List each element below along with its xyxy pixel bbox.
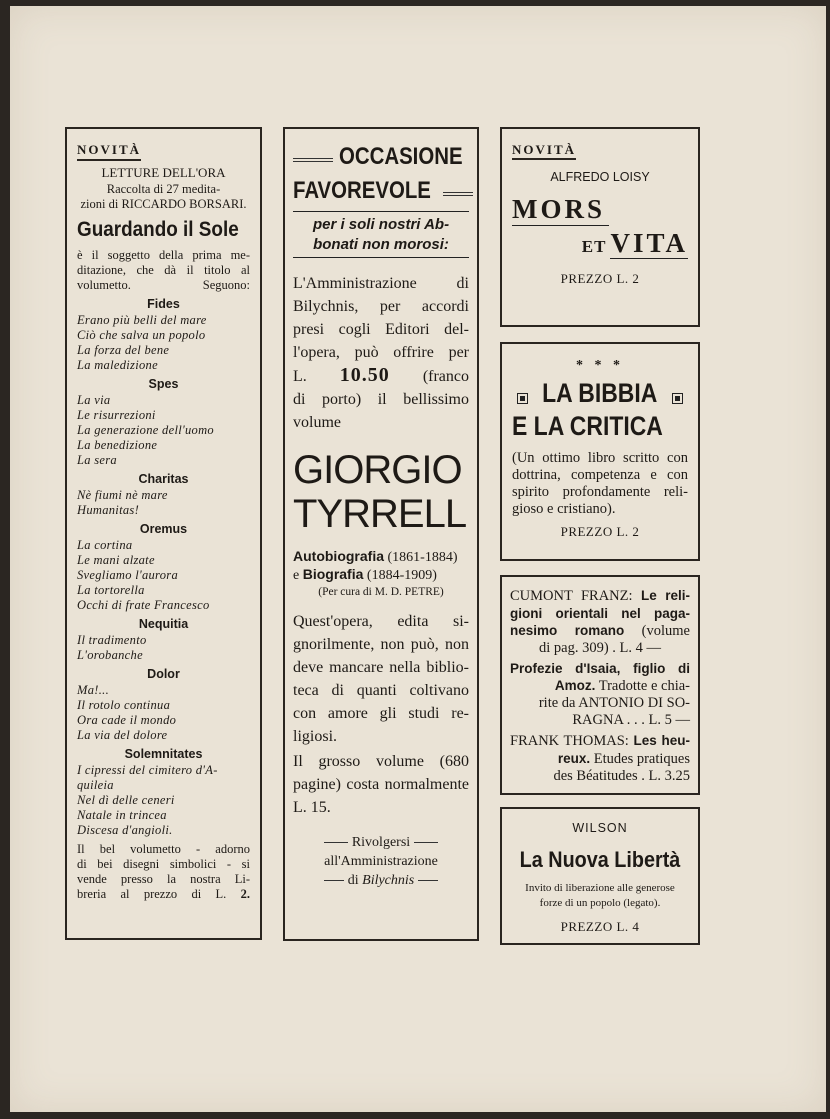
price: PREZZO L. 2	[560, 271, 640, 286]
subhead-1: per i soli nostri Ab-	[312, 216, 450, 233]
ad-occasione-favorevole	[283, 127, 479, 941]
section-item: La benedizione	[77, 438, 158, 452]
section-item: Natale in trincea	[77, 808, 167, 822]
book-title: Guardando il Sole	[77, 218, 239, 241]
big-title-2: TYRRELL	[293, 492, 467, 536]
description-line: spirito profondamente reli-	[512, 484, 688, 500]
intro-line-2: zioni di RICCARDO BORSARI.	[80, 197, 247, 211]
closing-line: vende presso la nostra Li-	[77, 872, 250, 886]
section-heading: Spes	[148, 377, 179, 391]
body-line: presi cogli Editori del-	[293, 321, 469, 338]
title-line-1: LA BIBBIA	[512, 378, 688, 409]
description-line: (Un ottimo libro scritto con	[512, 450, 688, 466]
body-line: deve mancare nella biblio-	[293, 659, 469, 676]
body-line: Bilychnis, per accordi	[293, 298, 469, 315]
series-title: LETTURE DELL'ORA	[101, 165, 226, 180]
section-item: Il tradimento	[77, 633, 147, 647]
body-line: l'opera, può offrire per	[293, 344, 469, 361]
section-item: Le mani alzate	[77, 553, 155, 567]
section-item: La via del dolore	[77, 728, 168, 742]
section-item: Occhi di frate Francesco	[77, 598, 210, 612]
price: PREZZO L. 4	[560, 919, 640, 934]
section-item: Le risurrezioni	[77, 408, 156, 422]
intro-line-1: Raccolta di 27 medita-	[106, 182, 221, 196]
description-line: dottrina, competenza e con	[512, 467, 688, 483]
bio-line-2: e Biografia (1884-1909)	[293, 566, 437, 583]
novita-badge: NOVITÀ	[77, 142, 141, 161]
section-item: Discesa d'angioli.	[77, 823, 173, 837]
section-heading: Dolor	[147, 667, 180, 681]
description-line: forze di un popolo (legato).	[539, 897, 661, 909]
ad-la-bibbia	[500, 342, 700, 561]
description-line: ditazione, che dà il titolo al	[77, 263, 250, 277]
section-item: La tortorella	[77, 583, 145, 597]
title-et-vita: ET VITA	[581, 228, 688, 258]
section-item: Nel dì delle ceneri	[77, 793, 175, 807]
author: WILSON	[572, 821, 628, 835]
description-line: Invito di liberazione alle generose	[525, 882, 675, 894]
closing-line: di bei disegni simbolici - si	[77, 857, 250, 871]
section-item: L'orobanche	[77, 648, 143, 662]
section-item: La forza del bene	[77, 343, 170, 357]
closing-text-end: breria al prezzo di L.	[77, 887, 227, 901]
novita-badge: NOVITÀ	[512, 142, 576, 160]
description	[510, 881, 690, 911]
section-item: Ciò che salva un popolo	[77, 328, 206, 342]
section-item: Ora cade il mondo	[77, 713, 177, 727]
body-text-2	[293, 388, 469, 434]
body-line: Quest'opera, edita si-	[293, 613, 469, 630]
body-line: L'Amministrazione di	[293, 275, 469, 292]
description-line: gioso e cristiano).	[512, 501, 616, 517]
body-line: volume	[293, 414, 341, 431]
section-heading: Fides	[147, 297, 180, 311]
headline-2: FAVOREVOLE	[293, 177, 469, 205]
body-line: teca di quanti coltivano	[293, 682, 469, 699]
title-mors: MORS	[512, 194, 609, 226]
headline-1: OCCASIONE	[293, 143, 469, 171]
description	[512, 450, 688, 518]
description-line: volumetto. Seguono:	[77, 278, 250, 292]
ad-mors-et-vita	[500, 127, 700, 327]
ad-book-list	[500, 575, 700, 795]
entry-cumont: CUMONT FRANZ: Le reli- gioni orientali nel paga- nesimo romano (volume di pag. 309) . L. 4 —	[510, 588, 690, 656]
description-line: è il soggetto della prima me-	[77, 248, 250, 262]
footer-contact: Rivolgersi all'Amministrazione di Bilychnis	[324, 835, 438, 888]
section-list	[77, 297, 250, 838]
body-line: L. 15.	[293, 799, 331, 816]
body-text-4	[293, 750, 469, 819]
ornament-icon	[517, 393, 528, 404]
section-heading: Nequitia	[138, 617, 189, 631]
section-item: La via	[77, 393, 111, 407]
section-item: La cortina	[77, 538, 133, 552]
entry-thomas: FRANK THOMAS: Les heu- reux. Etudes pratiques des Béatitudes . L. 3.25	[510, 733, 690, 784]
closing-line	[77, 887, 250, 902]
section-item: La sera	[77, 453, 117, 467]
body-line: di porto) il bellissimo	[293, 391, 469, 408]
price-line: L. 10.50 (franco	[293, 364, 469, 386]
ad-letture-dell-ora	[65, 127, 262, 940]
body-line: gnorilmente, non può, non	[293, 636, 469, 653]
section-item: quileia	[77, 778, 114, 792]
page	[10, 6, 826, 1112]
ornament-icon	[672, 393, 683, 404]
curator: (Per cura di M. D. PETRE)	[318, 586, 444, 598]
section-item: La maledizione	[77, 358, 158, 372]
big-title-1: GIORGIO	[293, 448, 462, 492]
body-line: pagine) costa normalmente	[293, 776, 469, 793]
title-line-2: E LA CRITICA	[512, 411, 663, 441]
section-heading: Oremus	[139, 522, 188, 536]
bio-line-1: Autobiografia (1861-1884)	[293, 548, 458, 565]
closing-text	[77, 842, 250, 902]
section-item: I cipressi del cimitero d'A-	[77, 763, 218, 777]
body-line: Il grosso volume (680	[293, 753, 469, 770]
closing-line: Il bel volumetto - adorno	[77, 842, 250, 856]
body-line: ligiosi.	[293, 728, 338, 745]
section-heading: Charitas	[138, 472, 189, 486]
section-item: Nè fiumi nè mare	[77, 488, 168, 502]
section-item: La generazione dell'uomo	[77, 423, 214, 437]
subhead-2: bonati non morosi:	[313, 236, 449, 253]
section-item: Humanitas!	[77, 503, 140, 517]
entry-isaia: Profezie d'Isaia, figlio di Amoz. Tradotte e chia- rite da ANTONIO DI SO- RAGNA . . . L. 5 —	[510, 661, 690, 728]
book-title: La Nuova Libertà	[519, 847, 681, 872]
body-text-3	[293, 610, 469, 748]
author: ALFREDO LOISY	[550, 170, 650, 184]
section-item: Ma!...	[77, 683, 110, 697]
description	[77, 248, 250, 293]
section-heading: Solemnitates	[124, 747, 203, 761]
stars: * * *	[576, 358, 624, 373]
section-item: Svegliamo l'aurora	[77, 568, 179, 582]
section-item: Erano più belli del mare	[77, 313, 207, 327]
ad-nuova-liberta	[500, 807, 700, 945]
section-item: Il rotolo continua	[77, 698, 171, 712]
body-text-1	[293, 272, 469, 364]
closing-price: 2.	[240, 887, 250, 901]
body-line: con amore gli studi re-	[293, 705, 469, 722]
price: PREZZO L. 2	[560, 524, 640, 539]
